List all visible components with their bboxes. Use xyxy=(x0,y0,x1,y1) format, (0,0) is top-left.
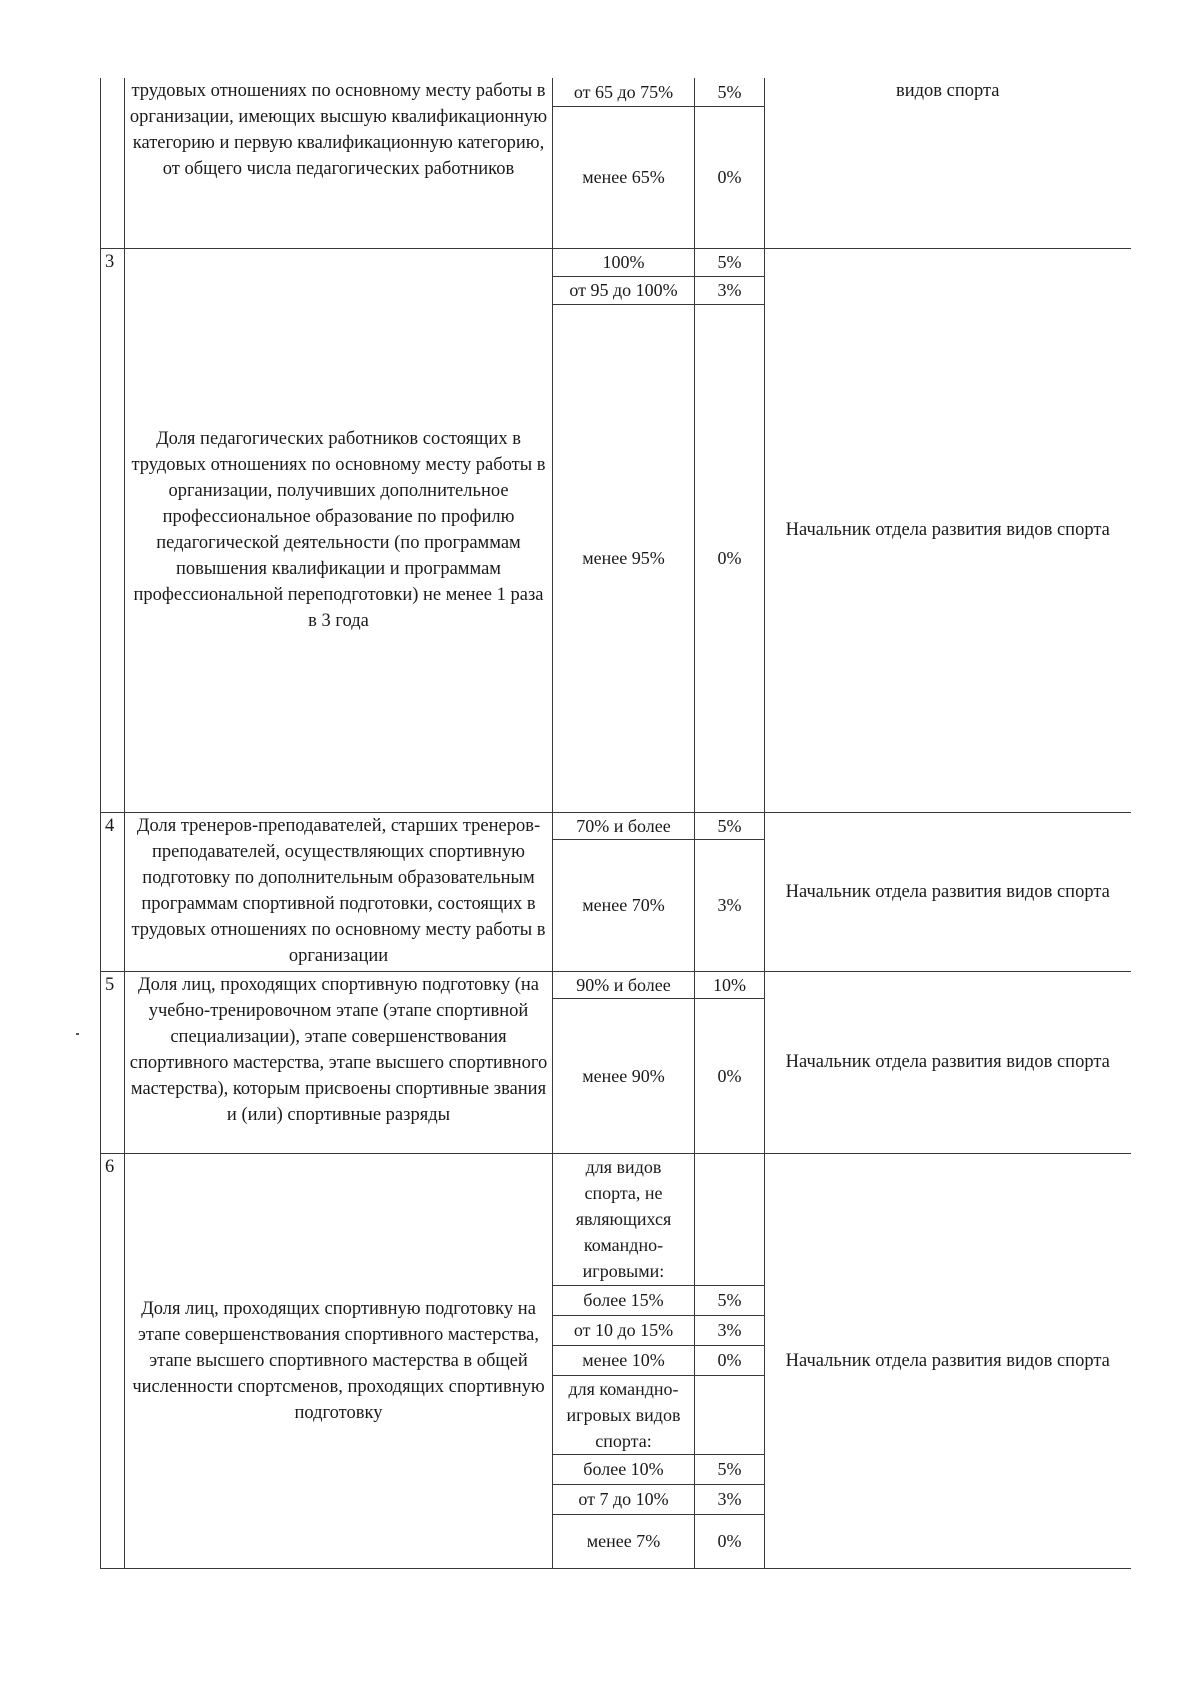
criterion-value: 90% и более xyxy=(553,971,695,998)
row-description: Доля тренеров-преподавателей, старших тренеров-преподавателей, осуществляющих спортивную подготовку по дополнительным образовательным программам спортивной подготовки, состоящих в трудовых отношениях по основному месту работы в организации xyxy=(125,812,553,971)
criterion-points: 0% xyxy=(695,998,765,1153)
criterion-points: 0% xyxy=(695,1514,765,1568)
table-row xyxy=(101,78,1131,106)
row-description: Доля педагогических работников состоящих в трудовых отношениях по основному месту работы в организации, получивших дополнительное профессиональное образование по профилю педагогической деятельности (по программам повышения квалификации и программам профессиональной переподготовки) не менее 1 раза в 3 года xyxy=(125,248,553,812)
criterion-value: менее 90% xyxy=(553,998,695,1153)
criterion-value: более 10% xyxy=(553,1454,695,1484)
criterion-points: 0% xyxy=(695,1345,765,1375)
criterion-value: от 10 до 15% xyxy=(553,1315,695,1345)
row-number: 4 xyxy=(101,812,125,971)
criterion-group-label: для командно-игровых видов спорта: xyxy=(553,1375,695,1454)
criterion-points: 5% xyxy=(695,812,765,839)
criterion-value: менее 7% xyxy=(553,1514,695,1568)
criterion-points: 3% xyxy=(695,1484,765,1514)
criterion-points: 10% xyxy=(695,971,765,998)
table-row xyxy=(101,971,1131,998)
criterion-value: 100% xyxy=(553,248,695,276)
criterion-group-label: для видов спорта, не являющихся командно-игровыми: xyxy=(553,1153,695,1285)
criterion-points: 3% xyxy=(695,839,765,971)
responsible-person: Начальник отдела развития видов спорта xyxy=(765,812,1131,971)
criterion-value: от 65 до 75% xyxy=(553,78,695,106)
row-description: Доля лиц, проходящих спортивную подготовку (на учебно-тренировочном этапе (этапе спортивной специализации), этапе совершенствования спортивного мастерства, этапе высшего спортивного мастерства), которым присвоены спортивные звания и (или) спортивные разряды xyxy=(125,971,553,1153)
responsible-person: Начальник отдела развития видов спорта xyxy=(765,971,1131,1153)
row-description: трудовых отношениях по основному месту работы в организации, имеющих высшую квалификационную категорию и первую квалификационную категорию, от общего числа педагогических работников xyxy=(125,78,553,248)
responsible-person: Начальник отдела развития видов спорта xyxy=(765,248,1131,812)
criterion-value: от 95 до 100% xyxy=(553,276,695,304)
document-page xyxy=(100,78,1130,1620)
criterion-value: от 7 до 10% xyxy=(553,1484,695,1514)
criterion-value: менее 70% xyxy=(553,839,695,971)
criterion-points xyxy=(695,1153,765,1285)
table-row xyxy=(101,1153,1131,1285)
criterion-points xyxy=(695,1375,765,1454)
row-number: 6 xyxy=(101,1153,125,1568)
responsible-person: Начальник отдела развития видов спорта xyxy=(765,1153,1131,1568)
criterion-value: менее 10% xyxy=(553,1345,695,1375)
criterion-points: 5% xyxy=(695,1285,765,1315)
row-number: 3 xyxy=(101,248,125,812)
table-row xyxy=(101,812,1131,839)
criterion-value: 70% и более xyxy=(553,812,695,839)
criterion-value: менее 65% xyxy=(553,106,695,248)
responsible-person: видов спорта xyxy=(765,78,1131,248)
criterion-points: 5% xyxy=(695,78,765,106)
criterion-points: 0% xyxy=(695,304,765,812)
criterion-points: 3% xyxy=(695,1315,765,1345)
row-number xyxy=(101,78,125,248)
criterion-value: более 15% xyxy=(553,1285,695,1315)
criterion-value: менее 95% xyxy=(553,304,695,812)
criterion-points: 0% xyxy=(695,106,765,248)
table-row xyxy=(101,248,1131,276)
criterion-points: 3% xyxy=(695,276,765,304)
scan-speck xyxy=(76,1033,79,1035)
row-number: 5 xyxy=(101,971,125,1153)
criterion-points: 5% xyxy=(695,1454,765,1484)
criterion-points: 5% xyxy=(695,248,765,276)
criteria-table xyxy=(100,78,1131,1569)
row-description: Доля лиц, проходящих спортивную подготовку на этапе совершенствования спортивного мастерства, этапе высшего спортивного мастерства в общей численности спортсменов, проходящих спортивную подготовку xyxy=(125,1153,553,1568)
